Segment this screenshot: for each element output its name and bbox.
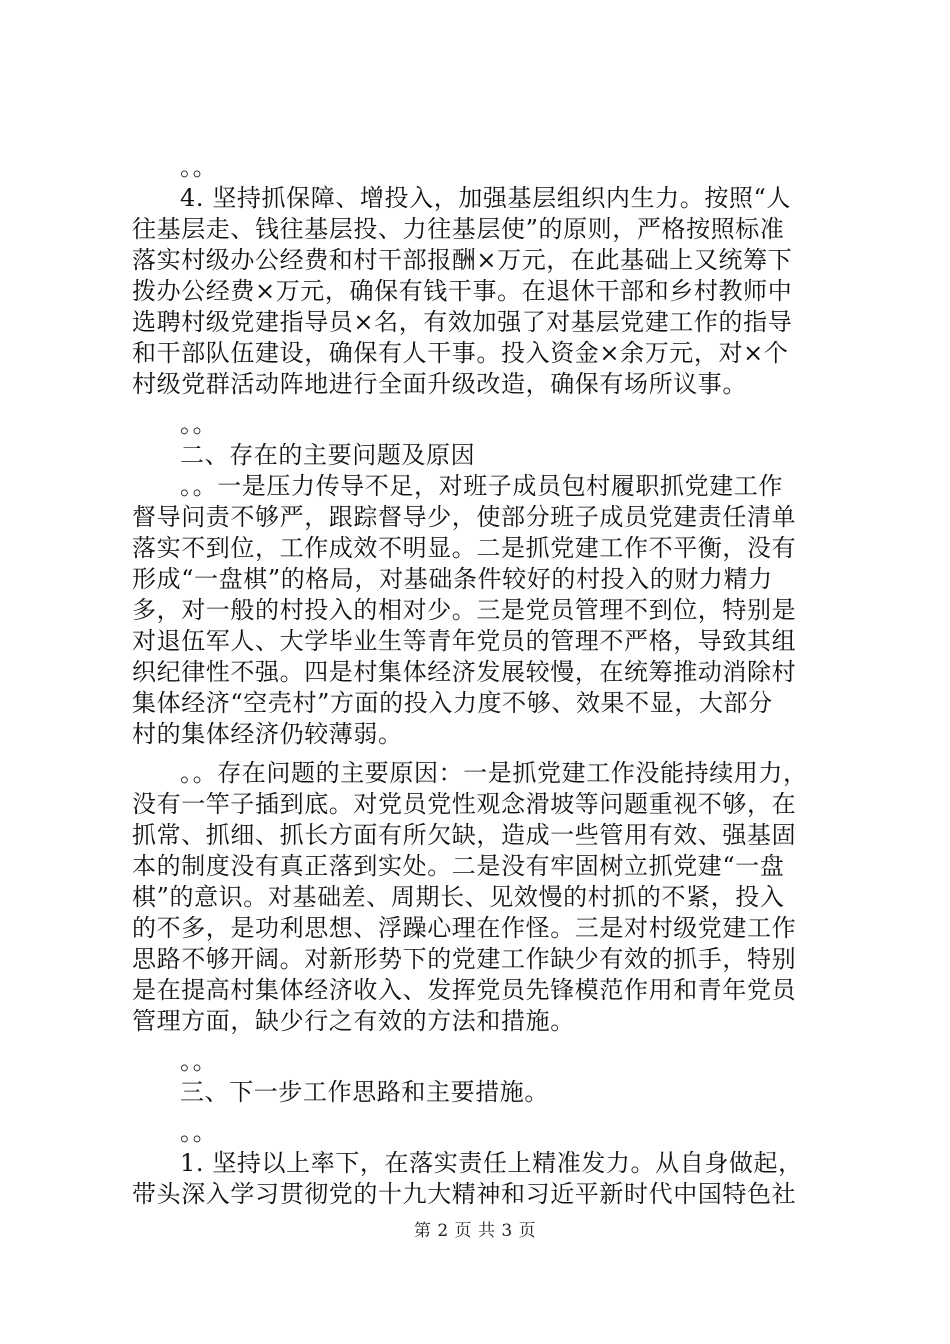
paragraph-line: 抓常、抓细、抓长方面有所欠缺，造成一些管用有效、强基固	[132, 821, 797, 849]
paragraph-line: 形成“一盘棋”的格局，对基础条件较好的村投入的财力精力	[132, 565, 773, 593]
paragraph-line: 棋”的意识。对基础差、周期长、见效慢的村抓的不紧，投入	[132, 883, 785, 911]
paragraph-line: 和干部队伍建设，确保有人干事。投入资金×余万元，对×个	[132, 339, 789, 367]
separator-dots: 。。	[180, 1118, 218, 1146]
document-body	[132, 152, 832, 1210]
paragraph-line: 。。一是压力传导不足，对班子成员包村履职抓党建工作	[180, 472, 783, 500]
section-heading-problems: 二、存在的主要问题及原因	[180, 441, 476, 469]
paragraph-line: 多，对一般的村投入的相对少。三是党员管理不到位，特别是	[132, 596, 797, 624]
paragraph-item-4	[132, 183, 832, 400]
separator-dots: 。。	[180, 410, 218, 438]
paragraph-line: 织纪律性不强。四是村集体经济发展较慢，在统筹推动消除村	[132, 658, 797, 686]
paragraph-line: 管理方面，缺少行之有效的方法和措施。	[132, 1007, 575, 1035]
paragraph-line: 选聘村级党建指导员×名，有效加强了对基层党建工作的指导	[132, 308, 793, 336]
separator-dots: 。。	[180, 153, 218, 181]
paragraph-line: 。。存在问题的主要原因：一是抓党建工作没能持续用力，	[180, 759, 808, 787]
paragraph-line: 1. 坚持以上率下，在落实责任上精准发力。从自身做起，	[180, 1149, 803, 1177]
paragraph-line: 落实村级办公经费和村干部报酬×万元，在此基础上又统筹下	[132, 246, 793, 274]
paragraph-line: 没有一竿子插到底。对党员党性观念滑坡等问题重视不够，在	[132, 790, 797, 818]
paragraph-line: 的不多，是功利思想、浮躁心理在作怪。三是对村级党建工作	[132, 914, 797, 942]
paragraph-line: 村的集体经济仍较薄弱。	[132, 720, 403, 748]
paragraph-line: 督导问责不够严，跟踪督导少，使部分班子成员党建责任清单	[132, 503, 797, 531]
paragraph-line: 思路不够开阔。对新形势下的党建工作缺少有效的抓手，特别	[132, 945, 797, 973]
page-number-footer: 第 2 页 共 3 页	[413, 1221, 537, 1241]
paragraph-line: 集体经济“空壳村”方面的投入力度不够、效果不显，大部分	[132, 689, 773, 717]
paragraph-line: 落实不到位，工作成效不明显。二是抓党建工作不平衡，没有	[132, 534, 797, 562]
paragraph-line: 是在提高村集体经济收入、发挥党员先锋模范作用和青年党员	[132, 976, 797, 1004]
separator-dots: 。。	[180, 1047, 218, 1075]
paragraph-line: 村级党群活动阵地进行全面升级改造，确保有场所议事。	[132, 370, 747, 398]
paragraph-line: 往基层走、钱往基层投、力往基层使”的原则，严格按照标准	[132, 215, 785, 243]
paragraph-line: 对退伍军人、大学毕业生等青年党员的管理不严格，导致其组	[132, 627, 797, 655]
section-heading-next-steps: 三、下一步工作思路和主要措施。	[180, 1078, 549, 1106]
paragraph-problems	[132, 471, 832, 750]
paragraph-line: 拨办公经费×万元，确保有钱干事。在退休干部和乡村教师中	[132, 277, 793, 305]
paragraph-line: 带头深入学习贯彻党的十九大精神和习近平新时代中国特色社	[132, 1180, 797, 1208]
paragraph-causes	[132, 758, 832, 1037]
paragraph-line: 4. 坚持抓保障、增投入，加强基层组织内生力。按照“人	[180, 184, 791, 212]
paragraph-measure-1	[132, 1148, 832, 1210]
paragraph-line: 本的制度没有真正落到实处。二是没有牢固树立抓党建“一盘	[132, 852, 785, 880]
